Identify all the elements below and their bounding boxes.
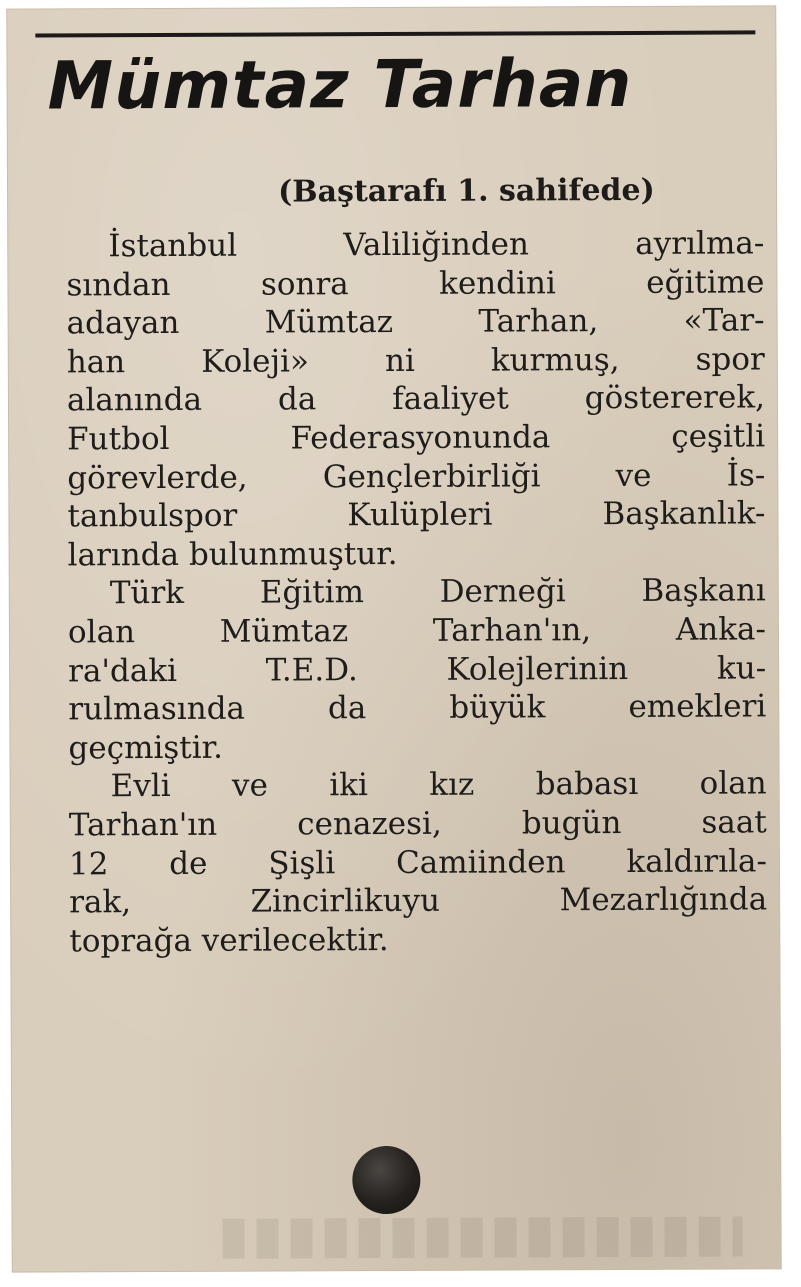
body-line: 12 de Şişli Camiinden kaldırıla- — [68, 842, 768, 882]
body-line: İstanbul Valiliğinden ayrılma- — [108, 225, 765, 265]
body-line: Tarhan'ın cenazesi, bugün saat — [68, 804, 767, 844]
headline: Mümtaz Tarhan — [47, 44, 633, 125]
body-line: olan Mümtaz Tarhan'ın, Anka- — [67, 611, 767, 651]
body-line: han Koleji» ni kurmuş, spor — [66, 341, 765, 381]
body-line: sından sonra kendini eğitime — [66, 263, 765, 304]
body-line: tanbulspor Kulüpleri Başkanlık- — [67, 495, 766, 535]
ornament-dot-icon — [352, 1146, 420, 1214]
body-line: rulmasında da büyük emekleri — [68, 688, 767, 728]
body-line: görevlerde, Gençlerbirliği ve İs- — [67, 456, 766, 496]
top-rule — [35, 30, 755, 37]
body-line: adayan Mümtaz Tarhan, «Tar- — [66, 302, 765, 342]
show-through-bleed — [223, 1216, 743, 1258]
body-line: Evli ve iki kız babası olan — [110, 765, 767, 805]
newspaper-clipping — [7, 6, 780, 1271]
body-line: Futbol Federasyonunda çeşitli — [67, 418, 766, 458]
article-body — [66, 224, 767, 960]
body-line: alanında da faaliyet göstererek, — [66, 379, 766, 419]
body-line: larında bulunmuştur. — [67, 535, 398, 574]
body-line: geçmiştir. — [68, 729, 223, 767]
body-line: Türk Eğitim Derneği Başkanı — [109, 572, 766, 612]
continued-note: (Baştarafı 1. sahifede) — [277, 172, 655, 210]
body-line: ra'daki T.E.D. Kolejlerinin ku- — [68, 649, 767, 689]
body-line: toprağa verilecektir. — [69, 921, 389, 960]
body-line: rak, Zincirlikuyu Mezarlığında — [69, 881, 768, 921]
